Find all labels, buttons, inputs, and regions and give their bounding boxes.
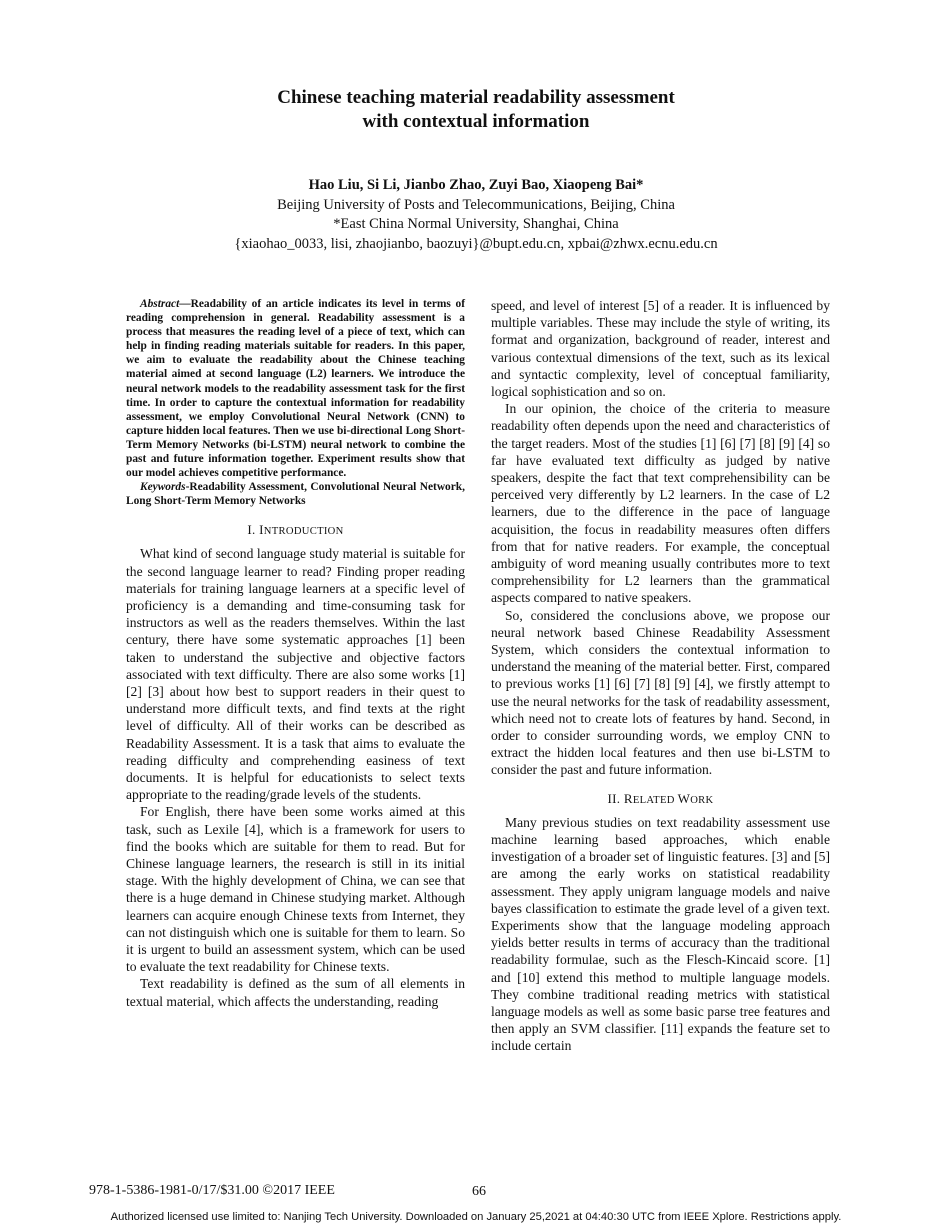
title-line-2: with contextual information — [362, 111, 590, 132]
affiliation-2: *East China Normal University, Shanghai, China — [333, 216, 619, 232]
license-notice: Authorized licensed use limited to: Nanjing Tech University. Downloaded on January 25,2021 at 04:40:30 UTC from IEEE Xplore. Restrictions apply. — [110, 1211, 842, 1223]
intro-paragraph-1: What kind of second language study material is suitable for the second language learner to read? Finding proper reading materials for training language learners at a specific level of proficiency is a demanding and time-consuming task for instructors as well as the readers themselves. Within the last century, there have some systematic approaches [1] been taken to understand the subjective and objective factors associated with text difficulty. There are also some works [1] [2] [3] about how best to support readers in their quest to understand more difficult texts, and find texts at the right level of difficulty. All of their works can be described as Readability Assessment. It is a task that aims to evaluate the reading difficulty and comprehending easiness of text documents. It is helpful for educationists to select texts appropriate to the reading/grade levels of the students. — [126, 546, 465, 803]
title-line-1: Chinese teaching material readability assessment — [277, 87, 675, 108]
intro-paragraph-2: For English, there have been some works aimed at this task, such as Lexile [4], which is a framework for users to find the books which are suitable for them to read. But for Chinese language learners, the research is still in its initial stage. With the highly development of China, we can see that there is a huge demand in Chinese studying market. Although learners can acquire enough Chinese texts from Internet, they can not distinguish which one is suitable for them to learn. So it is urgent to build an assessment system, which can be used to evaluate the text readability for Chinese texts. — [126, 804, 465, 975]
intro-paragraph-4: In our opinion, the choice of the criteria to measure readability often depends upon the need and characteristics of the target readers. Most of the studies [1] [6] [7] [8] [9] [4] so far have evaluated text difficulty as judged by native speakers, despite the fact that text comprehensibility can be perceived very differently by L2 learners. In the case of L2 learners, due to the difference in the pace of language acquisition, the focus in readability measures often differs from that for native readers. For example, the conceptual ambiguity of word meaning usually contributes more to text comprehensibility for L2 learners than the grammatical aspects compared to native speakers. — [491, 401, 830, 606]
right-column — [491, 297, 830, 1055]
keywords-text: -Readability Assessment, Convolutional Neural Network, Long Short-Term Memory Networks — [126, 481, 465, 508]
intro-paragraph-3-continued: speed, and level of interest [5] of a reader. It is influenced by multiple variables. These may include the style of writing, its format and organization, background of reader, interest and various contextual dimensions of the text, such as its lexical and syntactic complexity, level of conceptual familiarity, logical sophistication and so on. — [491, 298, 830, 400]
abstract — [126, 297, 465, 480]
left-column — [126, 297, 465, 1010]
author-emails: {xiaohao_0033, lisi, zhaojianbo, baozuyi}@bupt.edu.cn, xpbai@zhwx.ecnu.edu.cn — [234, 235, 718, 252]
keywords-label: Keywords — [140, 481, 186, 494]
section-heading-introduction: I. INTRODUCTION — [247, 522, 344, 538]
abstract-label: Abstract — [140, 298, 180, 310]
abstract-text: —Readability of an article indicates its level in terms of reading comprehension in general. Readability assessment is a process that measures the reading level of a piece of text, which can help in finding reading materials suitable for readers. In this paper, we aim to evaluate the readability about the Chinese teaching material aimed at second language (L2) learners. We introduce the neural network models to the readability assessment task for the first time. In order to capture the contextual information for readability assessment, we employ Convolutional Neural Network (CNN) to capture hidden local features. Then we use bi-directional Long Short-Term Memory Networks (bi-LSTM) neural network to combine the past and future information together. Experiment results show that our model achieves competitive performance. — [126, 298, 465, 480]
related-paragraph-1: Many previous studies on text readability assessment use machine learning based approaches, which enable investigation of a broader set of linguistic features. [3] and [5] are among the early works on statistical readability assessment. They apply unigram language models and naive bayes classification to estimate the grade level of a given text. Experiments show that the language modeling approach yields better results in terms of accuracy than the traditional readability formulae, such as the Flesch-Kincaid score. [1] and [10] extend this method to multiple language models. They combine traditional reading metrics with statistical language models as well as some basic parse tree features and then apply an SVM classifier. [11] expands the feature set to include certain — [491, 814, 830, 1054]
author-block — [0, 176, 952, 254]
intro-paragraph-3-start: Text readability is defined as the sum of all elements in textual material, which affects the understanding, reading — [126, 976, 465, 1009]
page-number: 66 — [472, 1184, 486, 1199]
keywords — [126, 480, 465, 508]
affiliation-1: Beijing University of Posts and Telecommunications, Beijing, China — [277, 196, 675, 213]
section-heading-related-work: II. RELATED WORK — [607, 790, 714, 806]
isbn-copyright: 978-1-5386-1981-0/17/$31.00 ©2017 IEEE — [89, 1183, 335, 1198]
intro-paragraph-5: So, considered the conclusions above, we propose our neural network based Chinese Readability Assessment System, which considers the contextual information to understand the meaning of the material better. First, compared to previous works [1] [6] [7] [8] [9] [4], we firstly attempt to use the neural networks for the task of readability assessment, which need not to create lots of features by hand. Second, in order to consider surrounding words, we employ CNN to extract the hidden local features and then use bi-LSTM to consider the past and future information. — [491, 607, 830, 778]
paper-title — [0, 86, 952, 134]
author-names: Hao Liu, Si Li, Jianbo Zhao, Zuyi Bao, Xiaopeng Bai* — [308, 177, 644, 193]
